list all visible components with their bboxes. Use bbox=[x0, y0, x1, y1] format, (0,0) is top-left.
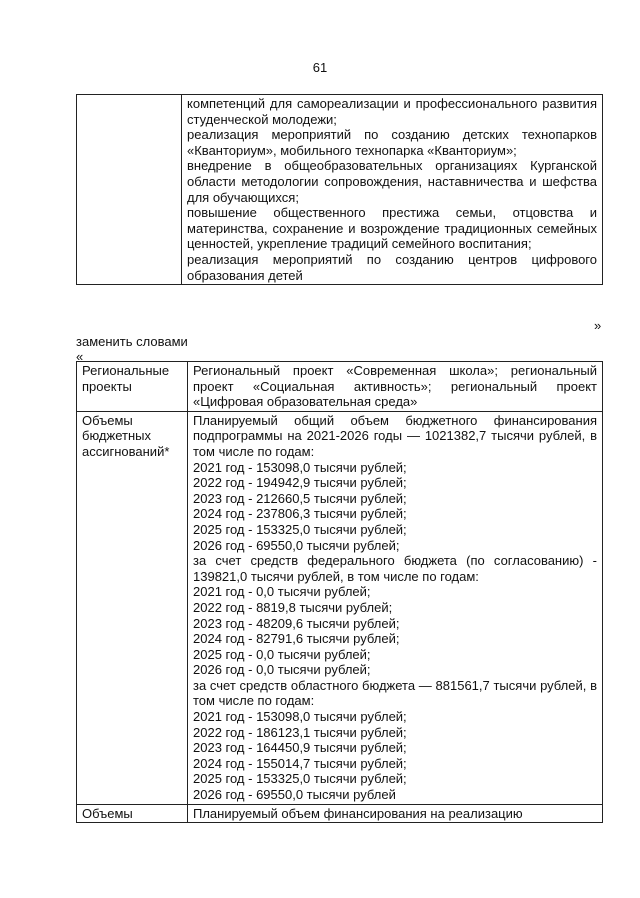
year-line: 2026 год - 69550,0 тысячи рублей; bbox=[193, 537, 400, 553]
year-line: 2025 год - 0,0 тысячи рублей; bbox=[193, 646, 371, 662]
year-line: 2022 год - 186123,1 тысячи рублей; bbox=[193, 724, 407, 740]
budget-text bbox=[188, 411, 603, 804]
top-table-text-cell bbox=[182, 95, 603, 285]
regional-intro: за счет средств областного бюджета — 881561,7 тысячи рублей, в том числе по годам: bbox=[193, 677, 597, 709]
year-line: 2023 год - 48209,6 тысячи рублей; bbox=[193, 615, 400, 631]
top-table-left-cell bbox=[77, 95, 182, 285]
paragraph: реализация мероприятий по созданию детских технопарков «Кванториум», мобильного технопарка «Кванториум»; bbox=[187, 127, 597, 158]
paragraph: внедрение в общеобразовательных организациях Курганской области методологии сопровождения, наставничества и шефства для обучающихся; bbox=[187, 158, 597, 205]
top-table bbox=[76, 94, 603, 285]
year-line: 2023 год - 164450,9 тысячи рублей; bbox=[193, 740, 407, 756]
closing-quote: » bbox=[594, 318, 602, 333]
paragraph: компетенций для самореализации и профессионального развития студенческой молодежи; bbox=[187, 96, 597, 127]
regional-projects-text: Региональный проект «Современная школа»; региональный проект «Социальная активность»; региональный проект «Цифровая образовательная среда» bbox=[188, 362, 603, 412]
year-line: 2023 год - 212660,5 тысячи рублей; bbox=[193, 490, 407, 506]
volumes-label: Объемы bbox=[77, 804, 188, 823]
paragraph: реализация мероприятий по созданию центров цифрового образования детей bbox=[187, 251, 597, 283]
regional-projects-label: Региональные проекты bbox=[77, 362, 188, 412]
year-line: 2026 год - 0,0 тысячи рублей; bbox=[193, 662, 371, 678]
year-line: 2025 год - 153325,0 тысячи рублей; bbox=[193, 771, 407, 787]
budget-label: Объемы бюджетных ассигнований* bbox=[77, 411, 188, 804]
passport-table bbox=[76, 361, 603, 823]
federal-intro: за счет средств федерального бюджета (по согласованию) - 139821,0 тысячи рублей, в том числе по годам: bbox=[193, 553, 597, 584]
year-line: 2024 год - 237806,3 тысячи рублей; bbox=[193, 506, 407, 522]
budget-intro: Планируемый общий объем бюджетного финансирования подпрограммы на 2021-2026 годы — 1021382,7 тысячи рублей, в том числе по годам: bbox=[193, 412, 597, 459]
year-line: 2025 год - 153325,0 тысячи рублей; bbox=[193, 521, 407, 537]
year-line: 2022 год - 194942,9 тысячи рублей; bbox=[193, 475, 407, 491]
year-line: 2022 год - 8819,8 тысячи рублей; bbox=[193, 599, 393, 615]
replace-instruction: заменить словами bbox=[76, 334, 188, 349]
opening-quote: « bbox=[76, 349, 84, 364]
year-line: 2026 год - 69550,0 тысячи рублей bbox=[193, 787, 396, 803]
volumes-text: Планируемый объем финансирования на реализацию bbox=[188, 804, 603, 823]
page-number: 61 bbox=[312, 60, 328, 75]
paragraph: повышение общественного престижа семьи, отцовства и материнства, сохранение и возрождение традиционных семейных ценностей, укрепление традиций семейного воспитания; bbox=[187, 205, 597, 252]
year-line: 2024 год - 155014,7 тысячи рублей; bbox=[193, 755, 407, 771]
year-line: 2021 год - 153098,0 тысячи рублей; bbox=[193, 459, 407, 475]
year-line: 2024 год - 82791,6 тысячи рублей; bbox=[193, 631, 400, 647]
year-line: 2021 год - 0,0 тысячи рублей; bbox=[193, 584, 371, 600]
year-line: 2021 год - 153098,0 тысячи рублей; bbox=[193, 709, 407, 725]
